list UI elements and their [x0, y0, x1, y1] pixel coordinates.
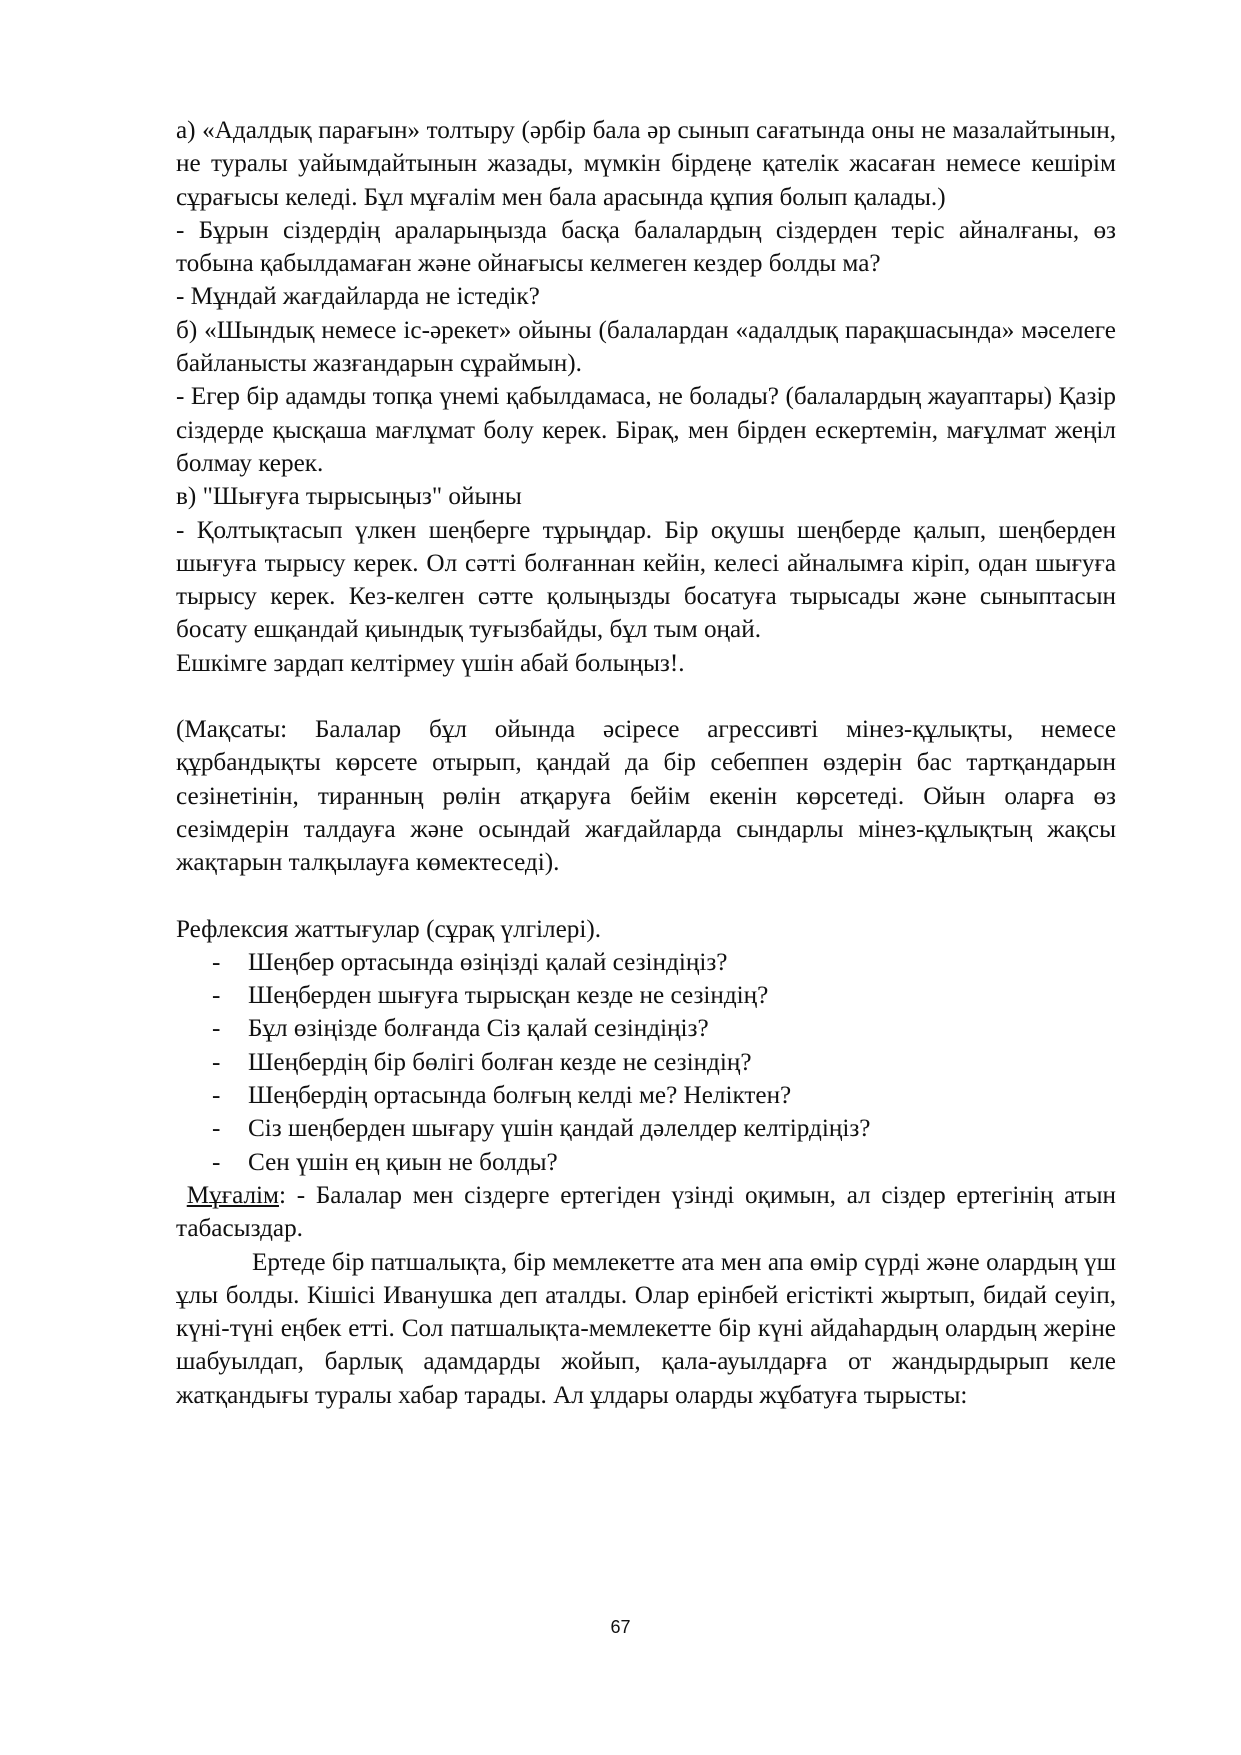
- reflection-question: - Сіз шеңберден шығару үшін қандай дәлелдер келтірдіңіз?: [212, 1112, 1116, 1145]
- section-c-title: в) "Шығуға тырысыңыз" ойыны: [176, 483, 522, 511]
- page-number: 67: [610, 1617, 631, 1637]
- section-b-paragraph: б) «Шындық немесе іс-әрекет» ойыны (балалардан «адалдық парақшасында» мәселеге байланысты жазғандарын сұраймын).: [176, 316, 1116, 378]
- teacher-label: Мұғалім: [186, 1181, 279, 1209]
- teacher-paragraph: [176, 1179, 1116, 1246]
- blank-line: [176, 680, 1116, 713]
- teacher-text: : - Балалар мен сіздерге ертегіден үзінді оқимын, ал сіздер ертегінің атын табасыздар.: [176, 1181, 1117, 1243]
- section-a-paragraph: а) «Адалдық парағын» толтыру (әрбір бала әр сынып сағатында оны не мазалайтынын, не туралы уайымдайтынын жазады, мүмкін бірдеңе қателік жасаған немесе кешірім сұрағысы келеді. Бұл мұғалім мен бала арасында құпия болып қалады.): [176, 117, 1116, 211]
- reflection-question: - Шеңберден шығуға тырысқан кезде не сезіндің?: [212, 979, 1116, 1012]
- reflection-question: - Сен үшін ең қиын не болды?: [212, 1146, 1116, 1179]
- reflection-question: - Шеңбер ортасында өзіңізді қалай сезіндіңіз?: [212, 946, 1116, 979]
- reflection-question: - Шеңбердің ортасында болғың келді ме? Неліктен?: [212, 1079, 1116, 1112]
- section-c-instruction: - Қолтықтасып үлкен шеңберге тұрыңдар. Бір оқушы шеңберде қалып, шеңберден шығуға тырысу керек. Ол сәтті болғаннан кейін, келесі айналымға кіріп, одан шығуға тырысу керек. Кез-келген сәтте қолыңызды босатуға тырысады және сыныптасын босату ешқандай қиындық туғызбайды, бұл тым оңай.: [176, 516, 1116, 644]
- goal-paragraph: (Мақсаты: Балалар бұл ойында әсіресе агрессивті мінез-құлықты, немесе құрбандықты көрсете отырып, қандай да бір себеппен өздерін бас тартқандарын сезінетінін, тиранның рөлін атқаруға бейім екенін көрсетеді. Ойын оларға өз сезімдерін талдауға және осындай жағдайларда сындарлы мінез-құлықтың жақсы жақтарын талқылауға көмектеседі).: [176, 716, 1116, 877]
- section-b-question: - Егер бір адамды топқа үнемі қабылдамаса, не болады? (балалардың жауаптары) Қазір сіздерде қысқаша мағлұмат болу керек. Бірақ, мен бірден ескертемін, мағұлмат жеңіл болмау керек.: [176, 383, 1116, 477]
- section-a-question-2: - Мұндай жағдайларда не істедік?: [176, 283, 540, 311]
- page-content: [176, 114, 1116, 1412]
- story-paragraph: Ертеде бір патшалықта, бір мемлекетте ата мен апа өмір сүрді және олардың үш ұлы болды. Кішісі Иванушка деп аталды. Олар ерінбей егістікті жыртып, бидай сеуіп, күні-түні еңбек етті. Сол патшалықта-мемлекетте бір күні айдаһардың олардың жеріне шабуылдап, барлық адамдарды жойып, қала-ауылдарға от жандырдырып келе жатқандығы туралы хабар тарады. Ал ұлдары оларды жұбатуға тырысты:: [176, 1248, 1116, 1409]
- section-c-warning: Ешкімге зардап келтірмеу үшін абай болыңыз!.: [176, 649, 685, 677]
- reflection-question-list: [176, 946, 1116, 1179]
- reflection-title: Рефлексия жаттығулар (сұрақ үлгілері).: [176, 915, 602, 943]
- section-a-question-1: - Бұрын сіздердің араларыңызда басқа балалардың сіздерден теріс айналғаны, өз тобына қабылдамаған және ойнағысы келмеген кездер болды ма?: [176, 216, 1116, 278]
- blank-line: [176, 880, 1116, 913]
- reflection-question: - Бұл өзіңізде болғанда Сіз қалай сезіндіңіз?: [212, 1012, 1116, 1045]
- reflection-question: - Шеңбердің бір бөлігі болған кезде не сезіндің?: [212, 1046, 1116, 1079]
